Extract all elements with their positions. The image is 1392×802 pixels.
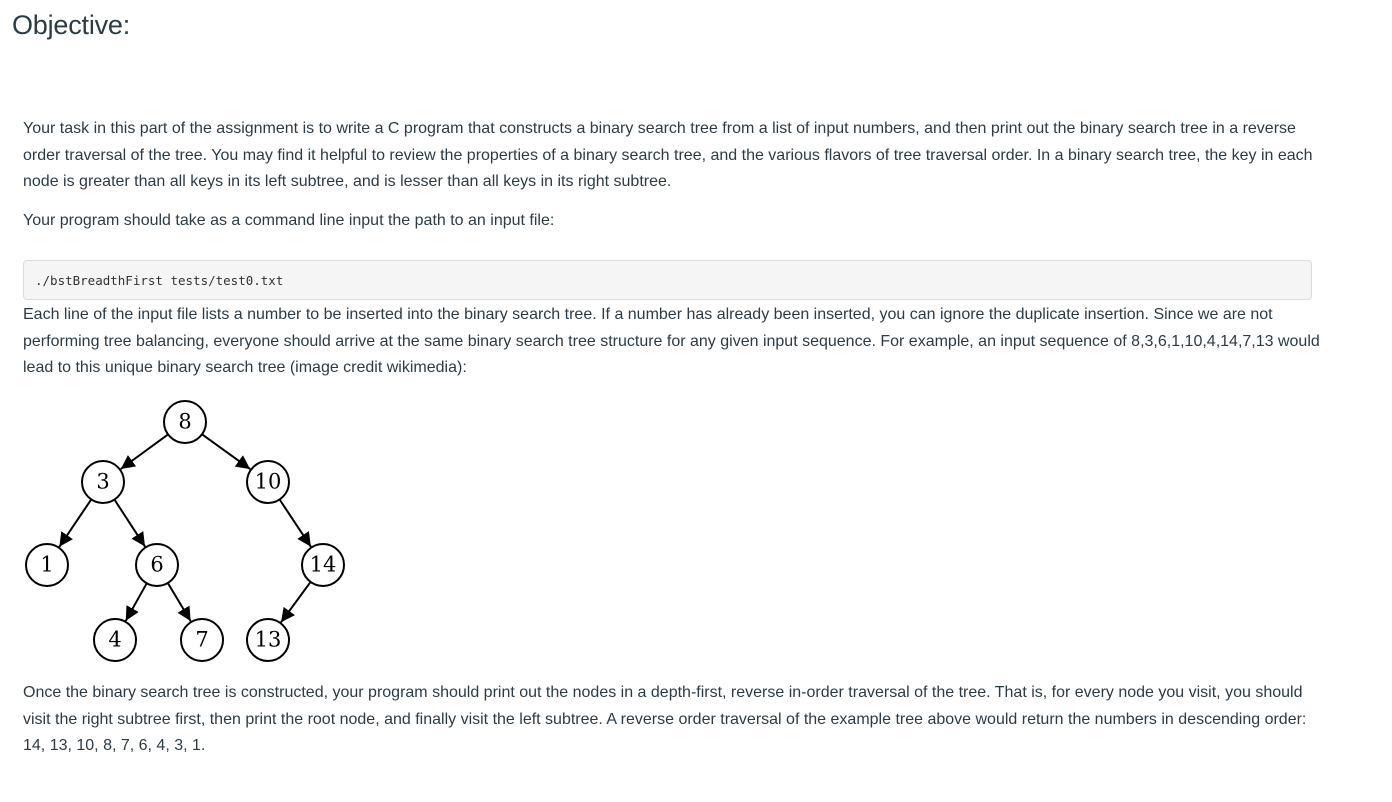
tree-node-label: 14 — [309, 552, 337, 577]
tree-node-13 — [247, 619, 289, 661]
tree-edge-n6-n4 — [126, 583, 147, 620]
tree-node-label: 6 — [150, 552, 164, 577]
tree-node-4 — [94, 619, 136, 661]
tree-edge-n10-n14 — [280, 500, 311, 547]
tree-node-7 — [181, 619, 223, 661]
tree-node-10 — [247, 461, 289, 503]
tree-node-3 — [82, 461, 124, 503]
tree-edge-n8-n10 — [202, 434, 250, 469]
tree-edge-n6-n7 — [168, 583, 191, 621]
tree-node-label: 8 — [178, 409, 192, 434]
bst-diagram — [0, 390, 360, 670]
tree-edge-n3-n1 — [59, 499, 91, 546]
tree-edge-n3-n6 — [114, 500, 145, 547]
tree-node-8 — [164, 401, 206, 443]
command-code-block: ./bstBreadthFirst tests/test0.txt — [23, 260, 1312, 300]
tree-node-6 — [136, 544, 178, 586]
tree-node-label: 1 — [40, 552, 54, 577]
tree-node-label: 4 — [108, 627, 122, 652]
tree-node-14 — [302, 544, 344, 586]
traversal-description-paragraph: Once the binary search tree is constructed, your program should print out the nodes in a depth-first, reverse in-order traversal of the tree. That is, for every node you visit, you should visit the right subtree first, then print the root node, and finally visit the left subtree. A reverse order traversal of the example tree above would return the numbers in descending order: 14, 13, 10, 8, 7, 6, 4, 3, 1. — [23, 684, 1307, 754]
tree-node-label: 7 — [195, 627, 209, 652]
tree-node-1 — [26, 544, 68, 586]
page-title: Objective: — [12, 10, 131, 40]
tree-edge-n14-n13 — [281, 582, 311, 622]
tree-edge-n8-n3 — [121, 434, 168, 469]
bst-diagram-svg — [0, 390, 360, 670]
tree-node-label: 10 — [254, 469, 282, 494]
input-description-paragraph: Each line of the input file lists a number to be inserted into the binary search tree. If a number has already been inserted, you can ignore the duplicate insertion. Since we are not performing tree balancing, everyone should arrive at the same binary search tree structure for any given input sequence. For example, an input sequence of 8,3,6,1,10,4,14,7,13 would lead to this unique binary search tree (image credit wikimedia): — [23, 306, 1320, 376]
tree-node-label: 13 — [254, 627, 282, 652]
intro-paragraph: Your task in this part of the assignment is to write a C program that constructs a binary search tree from a list of input numbers, and then print out the binary search tree in a reverse order traversal of the tree. You may find it helpful to review the properties of a binary search tree, and the various flavors of tree traversal order. In a binary search tree, the key in each node is greater than all keys in its left subtree, and is lesser than all keys in its right subtree. — [23, 120, 1313, 190]
command-intro-paragraph: Your program should take as a command line input the path to an input file: — [23, 212, 555, 229]
tree-node-label: 3 — [96, 469, 110, 494]
tree-nodes — [26, 401, 344, 661]
